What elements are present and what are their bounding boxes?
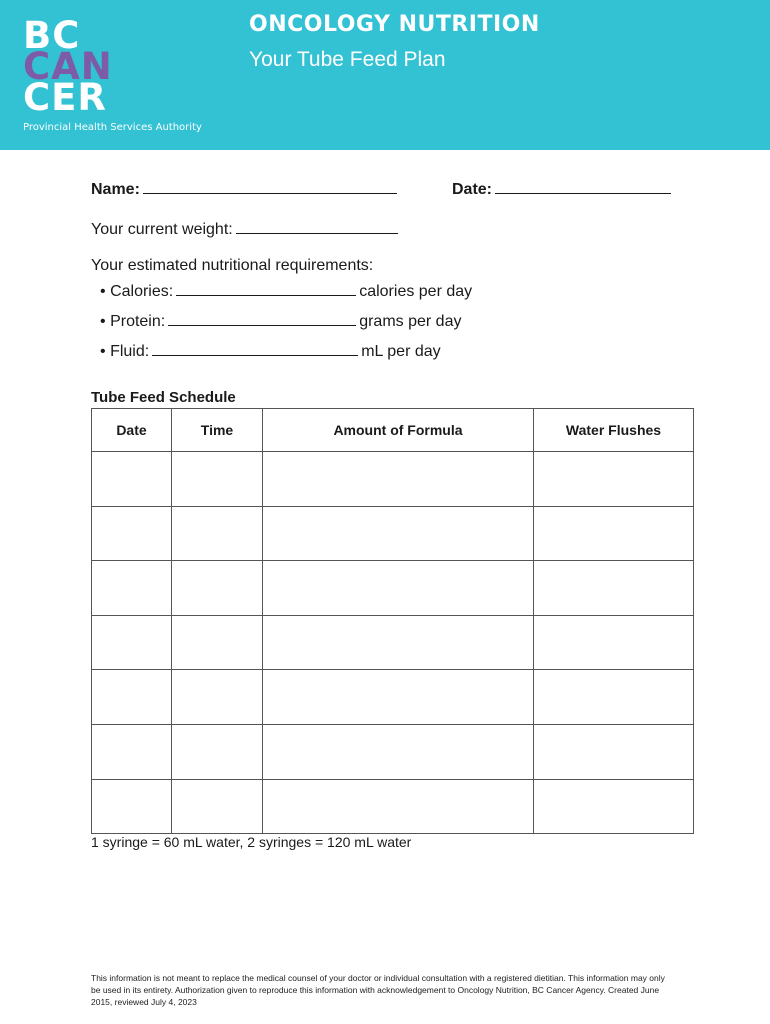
authority-name: Provincial Health Services Authority xyxy=(23,122,202,133)
amount-cell[interactable] xyxy=(263,724,534,779)
name-blank[interactable] xyxy=(143,179,397,194)
table-header-row xyxy=(92,409,694,452)
date-blank[interactable] xyxy=(495,179,671,194)
table-row xyxy=(92,724,694,779)
calories-unit: calories per day xyxy=(359,283,473,300)
logo-line-2: CAN xyxy=(23,45,113,88)
header-band xyxy=(0,0,770,150)
requirements-label: Your estimated nutritional requirements: xyxy=(91,257,374,274)
syringe-note: 1 syringe = 60 mL water, 2 syringes = 120 mL water xyxy=(91,834,412,850)
date-cell[interactable] xyxy=(92,724,172,779)
name-field xyxy=(91,179,400,199)
water-cell[interactable] xyxy=(534,452,694,507)
fluid-field xyxy=(100,341,441,361)
table-row xyxy=(92,506,694,561)
amount-cell[interactable] xyxy=(263,506,534,561)
date-field xyxy=(452,179,674,199)
amount-cell[interactable] xyxy=(263,779,534,834)
fluid-unit: mL per day xyxy=(361,343,441,360)
date-cell[interactable] xyxy=(92,670,172,725)
column-header-amount: Amount of Formula xyxy=(263,409,534,452)
time-cell[interactable] xyxy=(172,506,263,561)
footer-disclaimer: This information is not meant to replace the medical counsel of your doctor or individual consultation with a registered dietitian. This information may only be used in its entirety. Authorization given to reproduce this information with acknowledgement to Oncology Nutrition, BC Cancer Agency. Created June 2015, reviewed July 4, 2023 xyxy=(91,973,665,1007)
table-row xyxy=(92,670,694,725)
logo-line-3: CER xyxy=(23,76,107,119)
bullet-icon: • xyxy=(100,343,106,360)
time-cell[interactable] xyxy=(172,670,263,725)
date-cell[interactable] xyxy=(92,561,172,616)
time-cell[interactable] xyxy=(172,724,263,779)
protein-label: Protein: xyxy=(110,313,166,330)
name-label: Name: xyxy=(91,181,140,198)
fluid-label: Fluid: xyxy=(110,343,150,360)
amount-cell[interactable] xyxy=(263,561,534,616)
date-label: Date: xyxy=(452,181,493,198)
time-cell[interactable] xyxy=(172,452,263,507)
protein-unit: grams per day xyxy=(359,313,462,330)
date-cell[interactable] xyxy=(92,506,172,561)
table-row xyxy=(92,615,694,670)
weight-label: Your current weight: xyxy=(91,221,233,238)
time-cell[interactable] xyxy=(172,779,263,834)
time-cell[interactable] xyxy=(172,615,263,670)
protein-field xyxy=(100,311,461,331)
department-title: ONCOLOGY NUTRITION xyxy=(249,12,540,37)
amount-cell[interactable] xyxy=(263,452,534,507)
water-cell[interactable] xyxy=(534,561,694,616)
water-cell[interactable] xyxy=(534,615,694,670)
protein-blank[interactable] xyxy=(168,311,356,326)
schedule-body xyxy=(92,452,694,834)
amount-cell[interactable] xyxy=(263,615,534,670)
bc-cancer-logo xyxy=(23,14,113,119)
time-cell[interactable] xyxy=(172,561,263,616)
weight-field xyxy=(91,219,401,239)
table-row xyxy=(92,779,694,834)
fluid-blank[interactable] xyxy=(152,341,358,356)
date-cell[interactable] xyxy=(92,452,172,507)
table-row xyxy=(92,452,694,507)
tube-feed-schedule-table xyxy=(91,408,694,834)
water-cell[interactable] xyxy=(534,724,694,779)
calories-field xyxy=(100,281,472,301)
calories-blank[interactable] xyxy=(176,281,356,296)
column-header-water: Water Flushes xyxy=(534,409,694,452)
date-cell[interactable] xyxy=(92,615,172,670)
amount-cell[interactable] xyxy=(263,670,534,725)
column-header-date: Date xyxy=(92,409,172,452)
water-cell[interactable] xyxy=(534,670,694,725)
logo-line-1: BC xyxy=(23,14,81,57)
column-header-time: Time xyxy=(172,409,263,452)
document-title: Your Tube Feed Plan xyxy=(249,48,446,71)
bullet-icon: • xyxy=(100,283,106,300)
water-cell[interactable] xyxy=(534,779,694,834)
table-row xyxy=(92,561,694,616)
schedule-title: Tube Feed Schedule xyxy=(91,389,236,406)
water-cell[interactable] xyxy=(534,506,694,561)
calories-label: Calories: xyxy=(110,283,174,300)
weight-blank[interactable] xyxy=(236,219,398,234)
bullet-icon: • xyxy=(100,313,106,330)
date-cell[interactable] xyxy=(92,779,172,834)
